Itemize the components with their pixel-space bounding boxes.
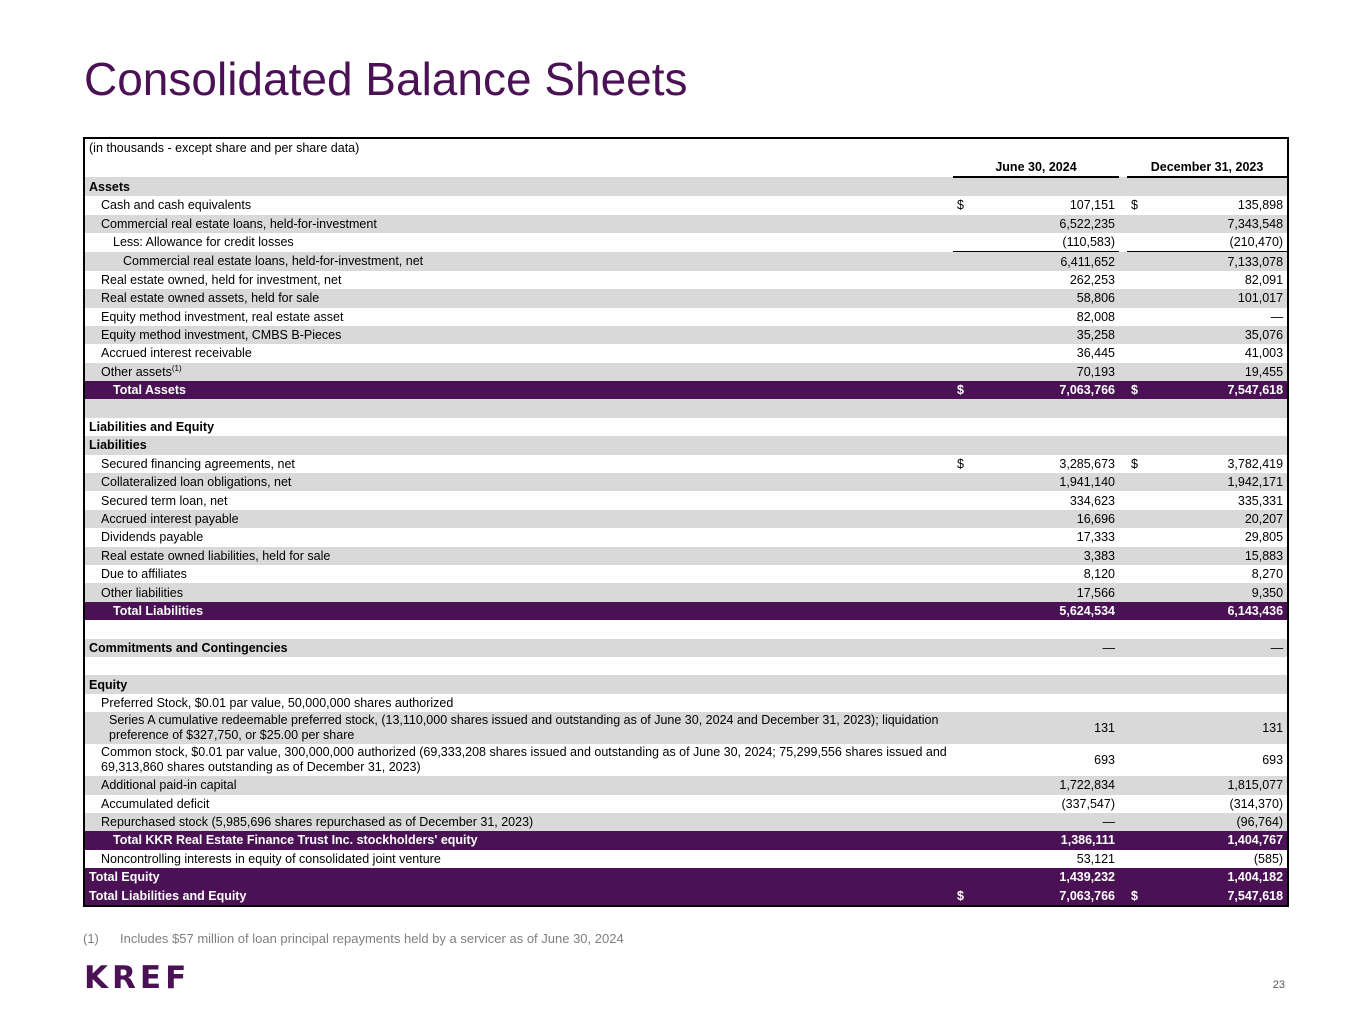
kref-logo: KREF [84,960,191,996]
total-row: Total KKR Real Estate Finance Trust Inc. stockholders' equity 1,386,111 1,404,767 [85,831,1287,849]
table-row: Real estate owned, held for investment, net 262,253 82,091 [85,271,1287,289]
section-assets: Assets [85,177,1287,196]
footnote-text: Includes $57 million of loan principal repayments held by a servicer as of June 30, 2024 [120,931,624,946]
table-row: Additional paid-in capital 1,722,834 1,815,077 [85,776,1287,794]
footnote [83,931,624,946]
total-row: Total Liabilities and Equity $ 7,063,766 $ 7,547,618 [85,886,1287,904]
section-liabilities: Liabilities [85,436,1287,454]
column-header-dec-2023: December 31, 2023 [1127,157,1287,176]
table-row: Commitments and Contingencies — — [85,639,1287,657]
table-row: Collateralized loan obligations, net 1,941,140 1,942,171 [85,473,1287,491]
table-row: Accumulated deficit (337,547) (314,370) [85,795,1287,813]
footnote-mark: (1) [83,931,99,946]
total-row: Total Liabilities 5,624,534 6,143,436 [85,602,1287,620]
section-liabilities-and-equity: Liabilities and Equity [85,418,1287,436]
section-commitments: Commitments and Contingencies [85,639,953,657]
table-row: Secured financing agreements, net $ 3,285,673 $ 3,782,419 [85,455,1287,473]
table-row: Real estate owned liabilities, held for sale 3,383 15,883 [85,547,1287,565]
table-row: Less: Allowance for credit losses (110,583) (210,470) [85,233,1287,252]
column-header-june-2024: June 30, 2024 [953,157,1119,176]
table-row: Preferred Stock, $0.01 par value, 50,000,000 shares authorized [85,694,1287,712]
table-row: Noncontrolling interests in equity of consolidated joint venture 53,121 (585) [85,850,1287,868]
table-row: Dividends payable 17,333 29,805 [85,528,1287,546]
table-row: Series A cumulative redeemable preferred stock, (13,110,000 shares issued and outstanding as of June 30, 2024 and December 31, 2023); liquidation preference of $327,750, or $25.00 per share 131 131 [85,712,1287,744]
table-row: Real estate owned assets, held for sale 58,806 101,017 [85,289,1287,307]
table-row: Other liabilities 17,566 9,350 [85,583,1287,601]
page-number: 23 [1272,979,1285,991]
section-equity: Equity [85,675,1287,693]
table-row: Due to affiliates 8,120 8,270 [85,565,1287,583]
page-title: Consolidated Balance Sheets [84,53,688,105]
table-row: Repurchased stock (5,985,696 shares repurchased as of December 31, 2023) — (96,764) [85,813,1287,831]
table-row: Cash and cash equivalents $ 107,151 $ 135,898 [85,196,1287,214]
table-subtitle: (in thousands - except share and per share data) [85,139,1287,157]
table-row: Equity method investment, CMBS B-Pieces 35,258 35,076 [85,326,1287,344]
table-row: Accrued interest receivable 36,445 41,003 [85,344,1287,362]
table-row: Other assets$^{(1)}$ 70,193 19,455 [85,363,1287,381]
footnote-reference: (1) [171,363,182,373]
table-row: Secured term loan, net 334,623 335,331 [85,491,1287,509]
total-row: Total Assets $ 7,063,766 $ 7,547,618 [85,381,1287,399]
table-row: Commercial real estate loans, held-for-investment 6,522,235 7,343,548 [85,215,1287,233]
table-row: Common stock, $0.01 par value, 300,000,000 authorized (69,333,208 shares issued and outstanding as of June 30, 2024; 75,299,556 shares issued and 69,313,860 shares outstanding as of December 31, 2023) 693 693 [85,744,1287,776]
table-row: Accrued interest payable 16,696 20,207 [85,510,1287,528]
table-row: Equity method investment, real estate asset 82,008 — [85,308,1287,326]
table-row: Commercial real estate loans, held-for-investment, net 6,411,652 7,133,078 [85,252,1287,271]
balance-sheet-table [83,137,1289,907]
total-row: Total Equity 1,439,232 1,404,182 [85,868,1287,886]
